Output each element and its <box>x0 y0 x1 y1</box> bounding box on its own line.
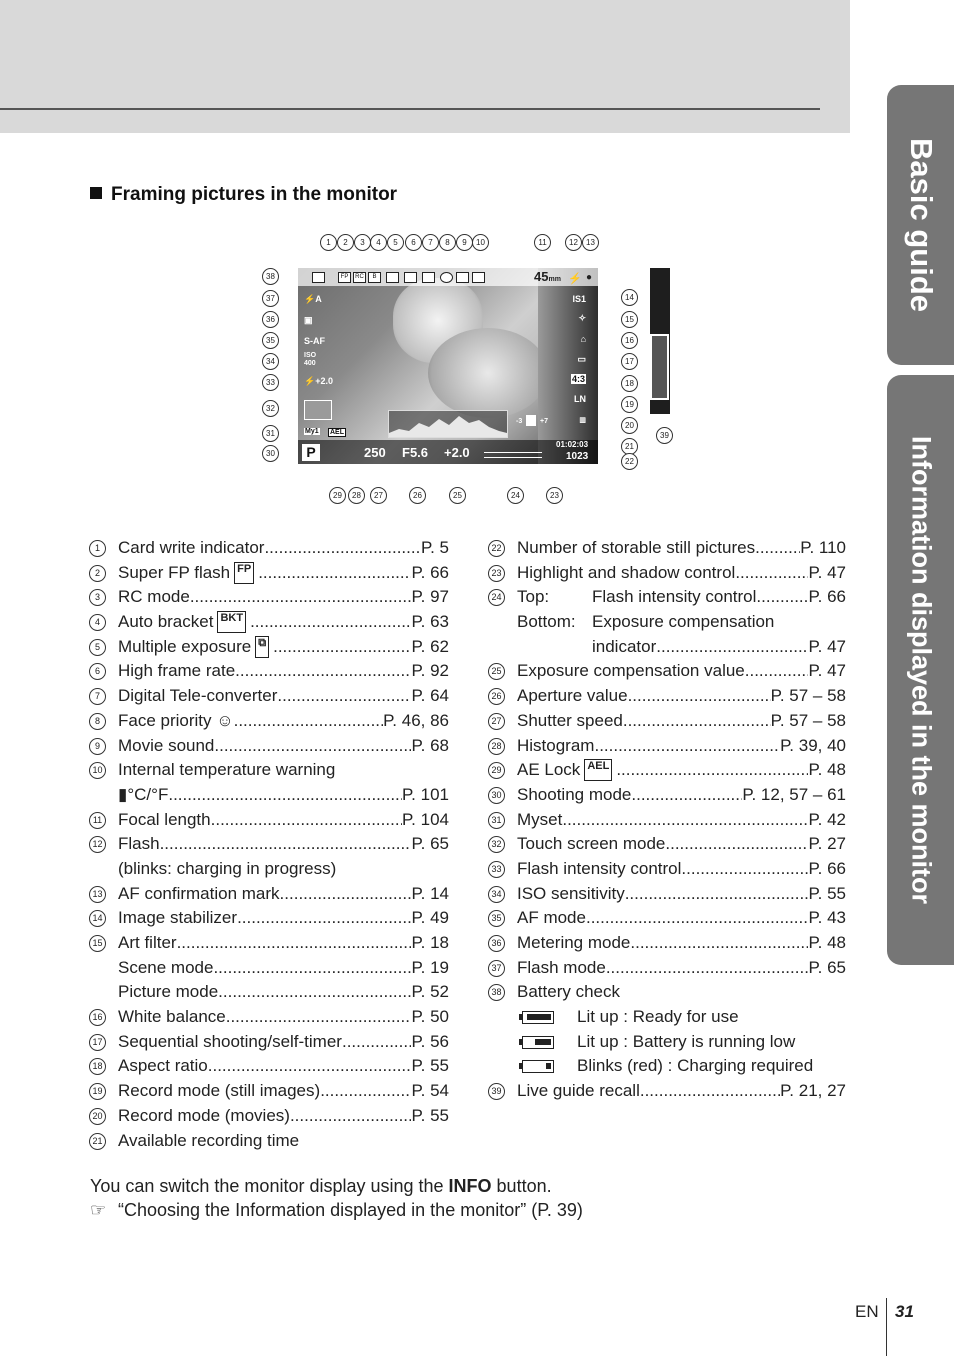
flash-icon: ⚡ <box>568 273 582 285</box>
item-page: P. 54 <box>411 1081 449 1101</box>
item-label: (blinks: charging in progress) <box>118 858 337 878</box>
item-page: P. 62 <box>411 636 449 656</box>
sequential-shooting-icon: ▭ <box>577 354 586 364</box>
item-page: P. 50 <box>411 1007 449 1027</box>
list-item <box>488 832 846 857</box>
item-page: P. 57 – 58 <box>770 686 846 706</box>
callout-38: 38 <box>262 268 279 285</box>
square-bullet-icon <box>90 187 102 199</box>
face-priority-icon <box>440 272 453 283</box>
item-page: P. 92 <box>411 661 449 681</box>
histogram <box>388 410 508 438</box>
recording-time: 01:02:03 <box>556 440 589 449</box>
item-page: P. 56 <box>411 1031 449 1051</box>
list-item-continuation <box>89 857 449 882</box>
list-item <box>89 1054 449 1079</box>
callout-24: 24 <box>507 487 524 504</box>
item-page: P. 55 <box>411 1056 449 1076</box>
callout-31: 31 <box>262 425 279 442</box>
callout-7: 7 <box>422 234 439 251</box>
ael-icon: AEL <box>584 759 612 781</box>
highlight-minus: -3 <box>516 418 523 425</box>
storable-pictures: 1023 <box>566 451 589 462</box>
item-label: Multiple exposure <box>118 636 252 656</box>
item-number: 23 <box>488 565 505 582</box>
multi-exposure-icon <box>386 272 399 283</box>
item-number: 32 <box>488 836 505 853</box>
item-label: Top: <box>517 587 550 607</box>
list-item <box>89 734 449 759</box>
high-frame-rate-icon <box>404 272 417 283</box>
list-item <box>488 734 846 759</box>
item-number: 2 <box>89 565 106 582</box>
callout-18: 18 <box>621 375 638 392</box>
shooting-mode-badge: P <box>302 444 320 461</box>
item-number: 4 <box>89 614 106 631</box>
list-item <box>89 684 449 709</box>
list-item <box>89 1005 449 1030</box>
list-item <box>89 610 449 635</box>
item-label: Picture mode <box>118 982 219 1002</box>
item-number: 14 <box>89 910 106 927</box>
reference-text: “Choosing the Information displayed in the monitor” (P. 39) <box>118 1200 583 1220</box>
header-band <box>0 0 850 133</box>
item-page: P. 66 <box>411 562 449 582</box>
tab-information-displayed[interactable] <box>887 375 954 965</box>
item-number: 31 <box>488 812 505 829</box>
list-item <box>488 783 846 808</box>
page-number-divider <box>886 1298 887 1356</box>
item-number: 7 <box>89 688 106 705</box>
callout-34: 34 <box>262 353 279 370</box>
battery-row <box>488 1005 846 1030</box>
list-item <box>89 808 449 833</box>
item-page: P. 39, 40 <box>780 735 846 755</box>
item-number: 39 <box>488 1083 505 1100</box>
callout-9: 9 <box>456 234 473 251</box>
item-page: P. 55 <box>808 883 846 903</box>
item-label: High frame rate <box>118 661 236 681</box>
item-page: P. 47 <box>808 636 846 656</box>
callout-19: 19 <box>621 396 638 413</box>
item-page: P. 55 <box>411 1105 449 1125</box>
item-page: P. 66 <box>808 858 846 878</box>
highlight-plus: +7 <box>540 418 548 425</box>
language-label: EN <box>855 1302 879 1321</box>
exposure-comp-indicator <box>484 452 542 458</box>
item-number: 18 <box>89 1058 106 1075</box>
list-item <box>488 585 846 610</box>
item-page: P. 48 <box>808 760 846 780</box>
battery-full-icon <box>522 1011 554 1024</box>
item-number: 25 <box>488 663 505 680</box>
item-label: Histogram <box>517 735 595 755</box>
item-page: P. 66 <box>808 587 846 607</box>
info-button-label: INFO <box>448 1176 492 1196</box>
item-label: Metering mode <box>517 933 631 952</box>
multiple-exposure-icon: ⧉ <box>255 636 269 658</box>
temperature-warning-icon <box>472 272 485 283</box>
callout-25: 25 <box>449 487 466 504</box>
item-number: 1 <box>89 540 106 557</box>
callout-33: 33 <box>262 374 279 391</box>
item-page: P. 14 <box>411 883 449 903</box>
image-stabilizer <box>572 294 586 304</box>
item-label: Internal temperature warning <box>118 760 336 780</box>
item-label: Card write indicator <box>118 538 265 557</box>
item-sublabel: Exposure compensation <box>592 612 775 632</box>
item-number: 13 <box>89 886 106 903</box>
list-item <box>89 709 449 734</box>
list-item <box>89 758 449 783</box>
item-page: P. 18 <box>411 933 449 952</box>
movie-sound-icon <box>456 272 469 283</box>
callout-32: 32 <box>262 400 279 417</box>
item-number: 3 <box>89 589 106 606</box>
note-text: You can switch the monitor display using the <box>90 1176 449 1196</box>
tab-information-displayed-label: Information displayed in the monitor <box>906 435 936 905</box>
list-item <box>89 659 449 684</box>
item-page: P. 49 <box>411 908 449 928</box>
item-label: Focal length <box>118 809 211 829</box>
focal-length-value: 45 <box>534 269 549 284</box>
item-label: AF confirmation mark <box>118 883 280 903</box>
item-label: RC mode <box>118 587 190 607</box>
item-label: Super FP flash <box>118 562 231 582</box>
item-label: Record mode (movies) <box>118 1105 290 1125</box>
item-label: Flash intensity control <box>517 858 682 878</box>
item-number: 30 <box>488 787 505 804</box>
item-label: AF mode <box>517 908 586 928</box>
item-sublabel: Flash intensity control <box>592 587 757 607</box>
list-item-continuation <box>89 980 449 1005</box>
white-balance-icon: ⌂ <box>580 334 586 344</box>
item-number: 26 <box>488 688 505 705</box>
item-page: P. 63 <box>411 612 449 632</box>
photo-shadow <box>538 268 598 464</box>
live-guide-recall-tab <box>650 334 669 400</box>
item-page: P. 19 <box>411 957 449 977</box>
item-page: P. 21, 27 <box>780 1081 846 1101</box>
item-page: P. 12, 57 – 61 <box>742 784 846 804</box>
myset-badge: My1 <box>305 428 319 435</box>
item-label: Highlight and shadow control <box>517 562 736 582</box>
live-guide-panel <box>650 268 670 414</box>
item-number: 22 <box>488 540 505 557</box>
item-number: 5 <box>89 639 106 656</box>
callout-8: 8 <box>439 234 456 251</box>
bkt-icon: B <box>368 272 381 283</box>
shutter-speed: 250 <box>364 445 386 460</box>
item-page: P. 110 <box>800 538 846 557</box>
list-item <box>89 906 449 931</box>
item-number: 16 <box>89 1009 106 1026</box>
callout-10: 10 <box>472 234 489 251</box>
record-mode-still: LN <box>574 394 586 404</box>
flash-intensity-value: +2.0 <box>315 376 333 386</box>
callout-5: 5 <box>387 234 404 251</box>
battery-indicator-icon <box>312 272 325 283</box>
item-label: Face priority ☺ <box>118 710 234 730</box>
item-label: Flash <box>118 834 160 854</box>
item-number: 24 <box>488 589 505 606</box>
ael-badge: AEL <box>330 429 344 436</box>
tab-basic-guide-label: Basic guide <box>903 138 939 312</box>
art-filter-icon: ✧ <box>578 313 586 323</box>
item-number: 36 <box>488 935 505 952</box>
list-item <box>488 857 846 882</box>
item-page: P. 57 – 58 <box>770 710 846 730</box>
left-legend-list <box>89 536 449 1153</box>
list-item <box>488 906 846 931</box>
list-item <box>89 1129 449 1154</box>
list-item-continuation <box>488 610 846 635</box>
item-label: Record mode (still images) <box>118 1081 321 1101</box>
item-label: Art filter <box>118 933 177 952</box>
item-label: Number of storable still pictures <box>517 538 756 557</box>
item-label: Digital Tele-converter <box>118 686 278 706</box>
fp-icon: FP <box>234 562 254 584</box>
callout-4: 4 <box>370 234 387 251</box>
list-item <box>89 1104 449 1129</box>
monitor-figure <box>250 232 680 507</box>
list-item <box>488 808 846 833</box>
callout-2: 2 <box>337 234 354 251</box>
item-page: P. 47 <box>808 562 846 582</box>
list-item <box>89 536 449 561</box>
item-number: 12 <box>89 836 106 853</box>
tele-converter-icon <box>422 272 435 283</box>
focal-length <box>534 269 561 284</box>
item-page: P. 68 <box>411 735 449 755</box>
list-item <box>488 882 846 907</box>
callout-39: 39 <box>656 427 673 444</box>
super-fp-icon: FP <box>338 272 351 283</box>
section-title <box>90 184 397 206</box>
callout-1: 1 <box>320 234 337 251</box>
right-legend-list <box>488 536 846 1104</box>
battery-half-icon <box>522 1036 554 1049</box>
callout-36: 36 <box>262 311 279 328</box>
item-label: Sequential shooting/self-timer <box>118 1031 342 1051</box>
item-page: P. 101 <box>402 784 449 804</box>
tab-basic-guide[interactable] <box>887 85 954 365</box>
note-text-end: button. <box>491 1176 552 1196</box>
item-label: Image stabilizer <box>118 908 238 928</box>
list-item <box>89 585 449 610</box>
focal-length-unit: mm <box>548 276 561 283</box>
aspect-ratio: 4:3 <box>571 374 585 384</box>
callout-3: 3 <box>354 234 371 251</box>
photo-child <box>428 328 548 418</box>
callout-17: 17 <box>621 353 638 370</box>
item-page: P. 52 <box>411 982 449 1002</box>
item-number: 35 <box>488 910 505 927</box>
item-number: 37 <box>488 960 505 977</box>
item-label: AE Lock <box>517 760 581 780</box>
callout-27: 27 <box>370 487 387 504</box>
list-item-continuation <box>488 635 846 660</box>
callout-30: 30 <box>262 445 279 462</box>
item-number: 10 <box>89 762 106 779</box>
list-item <box>488 956 846 981</box>
info-button-note <box>90 1176 552 1197</box>
callout-12: 12 <box>565 234 582 251</box>
list-item <box>488 536 846 561</box>
callout-21: 21 <box>621 438 638 455</box>
page-number: 31 <box>895 1302 914 1321</box>
item-label: White balance <box>118 1007 226 1027</box>
list-item <box>89 635 449 660</box>
battery-status-label: Lit up : Battery is running low <box>577 1031 796 1051</box>
item-number: 6 <box>89 663 106 680</box>
flash-intensity: ⚡+2.0 <box>304 376 333 386</box>
item-page: P. 65 <box>411 834 449 854</box>
item-label: Auto bracket <box>118 612 214 632</box>
list-item <box>488 980 846 1005</box>
list-item <box>89 882 449 907</box>
item-page: P. 43 <box>808 908 846 928</box>
pointing-hand-icon: ☞ <box>90 1200 107 1220</box>
record-mode-movie-icon: ▥ <box>579 417 586 424</box>
section-title-text: Framing pictures in the monitor <box>111 184 398 205</box>
item-label: Available recording time <box>118 1130 300 1150</box>
item-number: 11 <box>89 812 106 829</box>
list-item <box>488 659 846 684</box>
callout-29: 29 <box>329 487 346 504</box>
list-item <box>488 684 846 709</box>
callout-14: 14 <box>621 289 638 306</box>
list-item <box>89 561 449 586</box>
exposure-comp-value: +2.0 <box>444 445 470 460</box>
item-page: P. 42 <box>808 809 846 829</box>
callout-15: 15 <box>621 311 638 328</box>
item-label: Movie sound <box>118 735 215 755</box>
aperture-value: F5.6 <box>402 445 429 460</box>
list-item-continuation <box>89 783 449 808</box>
callout-13: 13 <box>582 234 599 251</box>
callout-35: 35 <box>262 332 279 349</box>
item-label: Flash mode <box>517 957 606 977</box>
item-number: 38 <box>488 984 505 1001</box>
list-item-continuation <box>89 956 449 981</box>
is-value: 1 <box>580 294 586 304</box>
item-number: 19 <box>89 1083 106 1100</box>
iso-label: ISO <box>304 352 317 359</box>
item-label: Live guide recall <box>517 1081 640 1101</box>
monitor-screen <box>298 268 598 464</box>
list-item <box>488 758 846 783</box>
battery-status-label: Lit up : Ready for use <box>577 1007 739 1027</box>
item-label: Touch screen mode <box>517 834 666 854</box>
item-number: 29 <box>488 762 505 779</box>
item-page: P. 27 <box>808 834 846 854</box>
item-sublabel: indicator <box>592 636 657 656</box>
callout-6: 6 <box>405 234 422 251</box>
list-item <box>488 561 846 586</box>
item-number: 17 <box>89 1034 106 1051</box>
reference-note <box>90 1200 583 1221</box>
list-item <box>488 931 846 956</box>
touch-screen-mode-icon <box>304 400 332 420</box>
battery-low-icon <box>522 1060 554 1073</box>
item-number: 28 <box>488 738 505 755</box>
af-mode: S-AF <box>304 336 325 346</box>
temperature-warning-icon: ▮°C/°F <box>118 784 169 804</box>
item-number: 15 <box>89 935 106 952</box>
header-rule <box>0 108 820 110</box>
list-item <box>89 931 449 956</box>
histogram-graph <box>389 411 507 437</box>
battery-row <box>488 1054 846 1079</box>
bkt-icon: BKT <box>217 611 246 633</box>
item-label: Scene mode <box>118 957 214 977</box>
item-page: P. 48 <box>808 933 846 952</box>
item-label: Shooting mode <box>517 784 632 804</box>
item-label: Bottom: <box>517 612 576 632</box>
item-page: P. 64 <box>411 686 449 706</box>
list-item <box>89 1030 449 1055</box>
callout-16: 16 <box>621 332 638 349</box>
is-label: IS <box>572 294 581 304</box>
highlight-shadow-icon <box>526 415 536 426</box>
item-number: 9 <box>89 738 106 755</box>
callout-22: 22 <box>621 453 638 470</box>
flash-mode-icon: ⚡A <box>304 294 322 304</box>
iso-indicator <box>304 352 316 368</box>
battery-row <box>488 1030 846 1055</box>
item-number: 34 <box>488 886 505 903</box>
item-label: Exposure compensation value <box>517 661 745 681</box>
metering-mode-icon: ▣ <box>304 315 313 325</box>
callout-23: 23 <box>546 487 563 504</box>
item-number: 33 <box>488 861 505 878</box>
item-page: P. 65 <box>808 957 846 977</box>
item-label: Aperture value <box>517 686 628 706</box>
item-page: P. 97 <box>411 587 449 607</box>
item-number: 21 <box>89 1133 106 1150</box>
item-number: 8 <box>89 713 106 730</box>
callout-37: 37 <box>262 290 279 307</box>
callout-26: 26 <box>409 487 426 504</box>
list-item <box>89 832 449 857</box>
item-page: P. 47 <box>808 661 846 681</box>
list-item <box>488 709 846 734</box>
battery-status-label: Blinks (red) : Charging required <box>577 1056 814 1076</box>
item-page: P. 46, 86 <box>383 710 449 730</box>
af-confirm-icon: ● <box>586 272 593 283</box>
item-number: 20 <box>89 1108 106 1125</box>
item-page: P. 104 <box>402 809 449 829</box>
callout-11: 11 <box>534 234 551 251</box>
item-label: Battery check <box>517 982 620 1002</box>
iso-value: 400 <box>304 360 316 367</box>
callout-20: 20 <box>621 417 638 434</box>
item-page: P. 5 <box>420 538 449 557</box>
item-label: Shutter speed <box>517 710 623 730</box>
item-number: 27 <box>488 713 505 730</box>
item-label: ISO sensitivity <box>517 883 625 903</box>
rc-mode-icon: RC <box>353 272 366 283</box>
item-label: Aspect ratio <box>118 1056 208 1076</box>
list-item <box>89 1079 449 1104</box>
callout-28: 28 <box>348 487 365 504</box>
list-item <box>488 1079 846 1104</box>
item-label: Myset <box>517 809 563 829</box>
